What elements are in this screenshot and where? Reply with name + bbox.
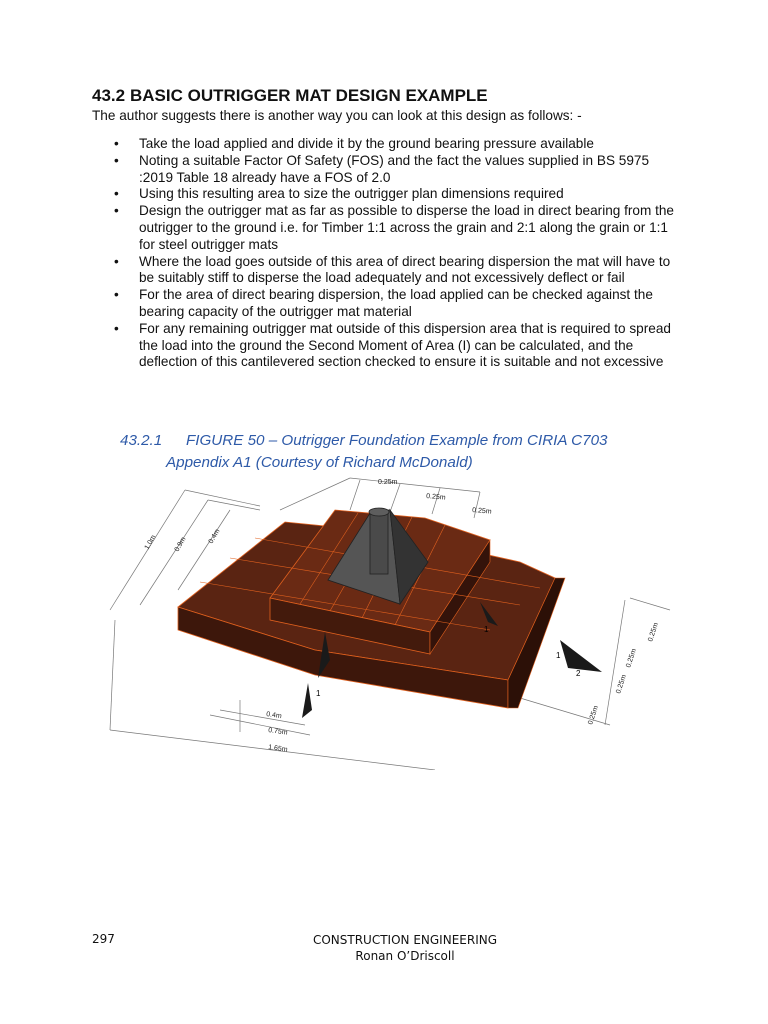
section-number: 43.2 [92, 86, 126, 105]
intro-paragraph: The author suggests there is another way you can look at this design as follows: - [92, 108, 582, 123]
footer-author: Ronan O’Driscoll [355, 949, 455, 963]
marker-label: 2 [576, 669, 581, 678]
dim-label-top: 0.25m [378, 479, 398, 486]
section-title: BASIC OUTRIGGER MAT DESIGN EXAMPLE [130, 86, 488, 105]
dim-label-right: 0.25m [587, 704, 600, 726]
dim-label-bottom: 0.4m [265, 711, 283, 721]
bullet-item: • For the area of direct bearing dispersion, the load applied can be checked against the bearing capacity of the outrigger mat material [114, 287, 678, 321]
bullet-item: • Take the load applied and divide it by the ground bearing pressure available [114, 136, 678, 153]
figure-caption [120, 430, 720, 474]
footer [0, 932, 768, 964]
bullet-item: • For any remaining outrigger mat outside of this dispersion area that is required to spread the load into the ground the Second Moment of Area (I) can be calculated, and the deflection of this cantilevered section checked to ensure it is suitable and not excessive [114, 321, 678, 371]
dim-label-left: 0.4m [207, 528, 222, 545]
caption-number: 43.2.1 [120, 432, 163, 449]
bullet-item: • Where the load goes outside of this area of direct bearing dispersion the mat will have to be suitably stiff to disperse the load adequately and not excessively deflect or fail [114, 254, 678, 288]
section-heading [92, 86, 488, 106]
dim-label-left: 1.0m [143, 534, 158, 551]
caption-line-1: FIGURE 50 – Outrigger Foundation Example from CIRIA C703 [186, 432, 608, 449]
bullet-list [114, 136, 678, 371]
marker-label: 1 [484, 625, 489, 634]
dim-label-right: 0.25m [625, 647, 638, 669]
dim-label-right: 0.25m [647, 621, 660, 643]
outrigger-mat-figure [90, 470, 690, 770]
dim-label-top: 0.25m [471, 507, 492, 516]
dim-label-right: 0.25m [615, 673, 628, 695]
dim-label-left: 0.9m [173, 536, 188, 553]
dim-label-bottom: 0.75m [267, 727, 288, 737]
bullet-item: • Using this resulting area to size the outrigger plan dimensions required [114, 186, 678, 203]
marker-label: 1 [556, 651, 561, 660]
dim-label-bottom: 1.65m [267, 744, 288, 754]
marker-label: 1 [316, 689, 321, 698]
caption-line-2: Appendix A1 (Courtesy of Richard McDonald) [166, 454, 473, 471]
bullet-item: • Noting a suitable Factor Of Safety (FOS) and the fact the values supplied in BS 5975 :2019 Table 18 already have a FOS of 2.0 [114, 153, 678, 187]
dim-label-top: 0.25m [425, 493, 446, 502]
footer-title: CONSTRUCTION ENGINEERING [312, 933, 498, 947]
page-number: 297 [92, 932, 115, 946]
bullet-item: • Design the outrigger mat as far as possible to disperse the load in direct bearing from the outrigger to the ground i.e. for Timber 1:1 across the grain and 2:1 along the grain or 1:1 for steel outrigger mats [114, 203, 678, 253]
